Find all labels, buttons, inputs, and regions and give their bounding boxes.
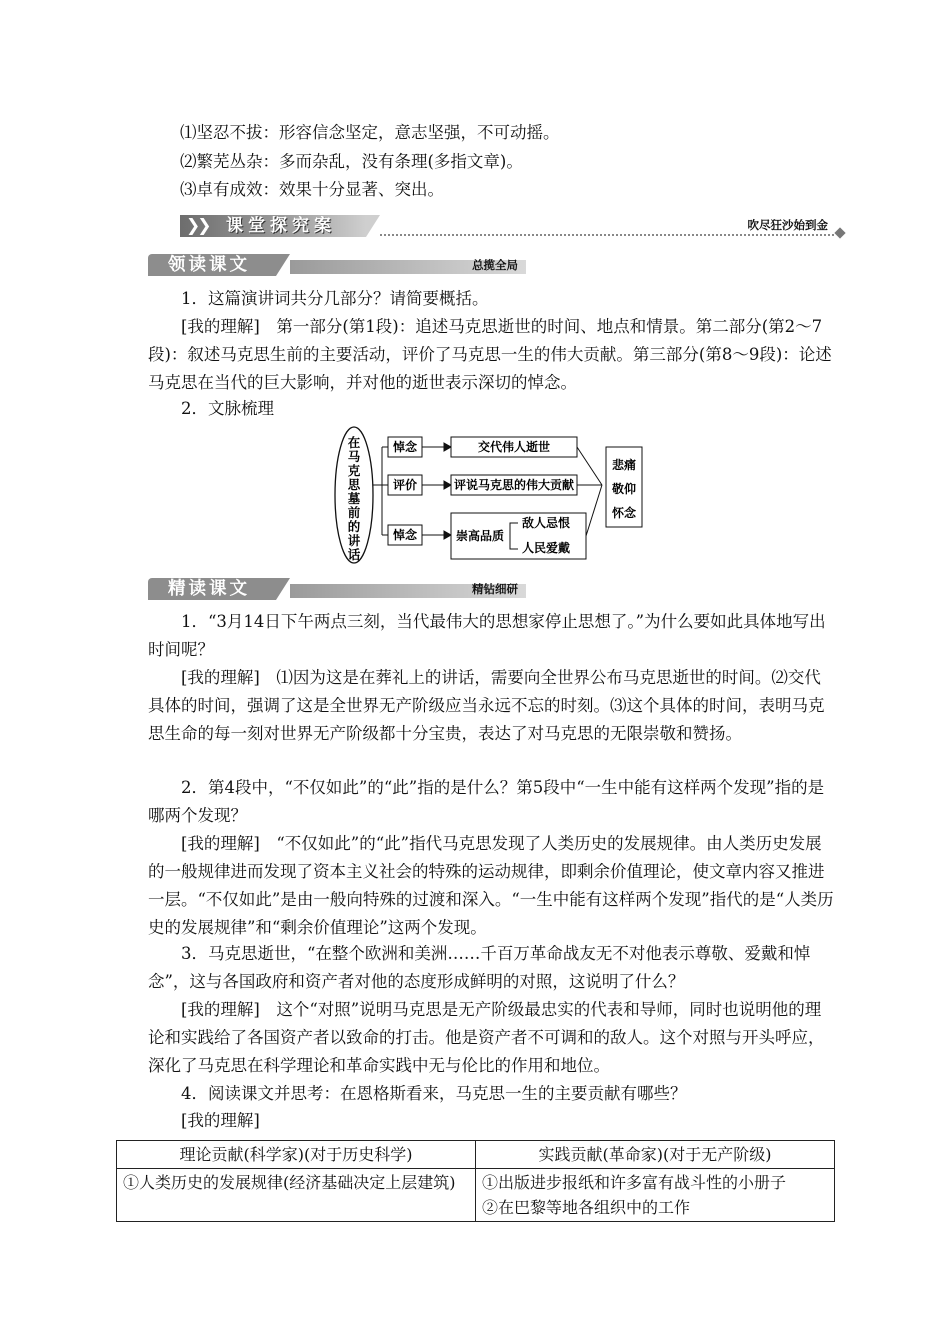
vocab-item: ⑶卓有成效：效果十分显著、突出。	[180, 180, 444, 199]
table-header: 理论贡献(科学家)(对于历史科学)	[117, 1141, 476, 1169]
table-cell: ①人类历史的发展规律(经济基础决定上层建筑)	[117, 1169, 476, 1222]
banner-dotted-line	[380, 234, 834, 236]
banner-title: 课堂探究案	[226, 216, 336, 236]
question-5: 3．马克思逝世，“在整个欧洲和美洲……千百万革命战友无不对他表示尊敬、爱戴和悼念”，这与各国政府和资产者对他的态度形成鲜明的对照，这说明了什么？	[148, 944, 811, 991]
section-title: 精读课文	[168, 579, 250, 599]
table-cell-line: ①出版进步报纸和许多富有战斗性的小册子	[482, 1173, 787, 1192]
banner-subtitle: 吹尽狂沙始到金	[747, 218, 828, 232]
branch-label: 评价	[392, 478, 418, 492]
answer-1: [我的理解] 第一部分(第1段)：追述马克思逝世的时间、地点和情景。第二部分(第2～7段)：叙述马克思生前的主要活动，评价了马克思一生的伟大贡献。第三部分(第8～9段)：论述马克思在当代的巨大影响，并对他的逝世表示深切的悼念。	[148, 317, 832, 392]
result-label: 怀念	[611, 506, 637, 520]
quality-label: 人民爱戴	[522, 541, 571, 555]
question-2: 2．文脉梳理	[181, 399, 274, 418]
branch-label: 悼念	[392, 440, 418, 454]
center-title-char: 在	[347, 435, 361, 450]
center-title-char: 前	[347, 505, 361, 520]
center-title-char: 思	[347, 477, 361, 492]
vocab-list	[180, 119, 560, 205]
diamond-icon	[834, 227, 845, 238]
section-banner-close	[148, 578, 526, 600]
question-1: 1．这篇演讲词共分几部分？请简要概括。	[181, 289, 489, 308]
question-3: 1．“3月14日下午两点三刻，当代最伟大的思想家停止思想了。”为什么要如此具体地写出时间呢？	[148, 612, 826, 659]
section-title: 领读课文	[168, 255, 250, 275]
item-label: 崇高品质	[456, 529, 505, 543]
table-cell	[476, 1169, 835, 1222]
structure-diagram	[332, 425, 677, 565]
table-cell-line: ②在巴黎等地各组织中的工作	[482, 1198, 691, 1217]
center-title-char: 克	[347, 463, 361, 478]
table-header: 实践贡献(革命家)(对于无产阶级)	[476, 1141, 835, 1169]
vocab-item: ⑵繁芜丛杂：多而杂乱，没有条理(多指文章)。	[180, 151, 523, 171]
double-chevron-icon: ❯❯	[186, 216, 209, 236]
center-title-char: 话	[347, 547, 361, 562]
item-label: 评说马克思的伟大贡献	[453, 478, 575, 492]
section-subtitle: 精钻细研	[472, 582, 518, 596]
result-label: 敬仰	[611, 482, 637, 496]
answer-3: [我的理解] ⑴因为这是在葬礼上的讲话，需要向全世界公布马克思逝世的时间。⑵交代具体的时间，强调了这是全世界无产阶级应当永远不忘的时刻。⑶这个具体的时间，表明马克思生命的每一刻对世界无产阶级都十分宝贵，表达了对马克思的无限崇敬和赞扬。	[148, 668, 825, 743]
answer-4: [我的理解] “不仅如此”的“此”指代马克思发现了人类历史的发展规律。由人类历史发展的一般规律进而发现了资本主义社会的特殊的运动规律，即剩余价值理论，使文章内容又推进一层。“不仅如此”是由一般向特殊的过渡和深入。“一生中能有这样两个发现”指代的是“人类历史的发展规律”和“剩余价值理论”这两个发现。	[148, 834, 834, 937]
vocab-item: ⑴坚忍不拔：形容信念坚定，意志坚强，不可动摇。	[180, 123, 560, 142]
table-row	[117, 1169, 835, 1222]
center-title-char: 马	[347, 449, 361, 464]
answer-6-label: [我的理解]	[181, 1111, 260, 1130]
quality-label: 敌人忌恨	[522, 516, 571, 530]
table-header-row	[117, 1141, 835, 1169]
section-banner-lead	[148, 254, 526, 276]
classroom-banner	[180, 215, 846, 237]
section-subtitle: 总揽全局	[472, 258, 518, 272]
item-label: 交代伟人逝世	[477, 440, 551, 454]
center-title-char: 的	[347, 519, 361, 534]
answer-5: [我的理解] 这个“对照”说明马克思是无产阶级最忠实的代表和导师，同时也说明他的理论和实践给了各国资产者以致命的打击。他是资产者不可调和的敌人。这个对照与开头呼应，深化了马克思在科学理论和革命实践中无与伦比的作用和地位。	[148, 1000, 825, 1075]
branch-label: 悼念	[392, 528, 418, 542]
question-4: 2．第4段中，“不仅如此”的“此”指的是什么？第5段中“一生中能有这样两个发现”指的是哪两个发现？	[148, 778, 825, 825]
question-6: 4．阅读课文并思考：在恩格斯看来，马克思一生的主要贡献有哪些？	[181, 1084, 687, 1103]
center-title	[348, 435, 361, 562]
contribution-table	[116, 1140, 835, 1222]
center-title-char: 墓	[347, 491, 361, 506]
result-label: 悲痛	[611, 458, 637, 472]
center-title-char: 讲	[347, 533, 361, 548]
